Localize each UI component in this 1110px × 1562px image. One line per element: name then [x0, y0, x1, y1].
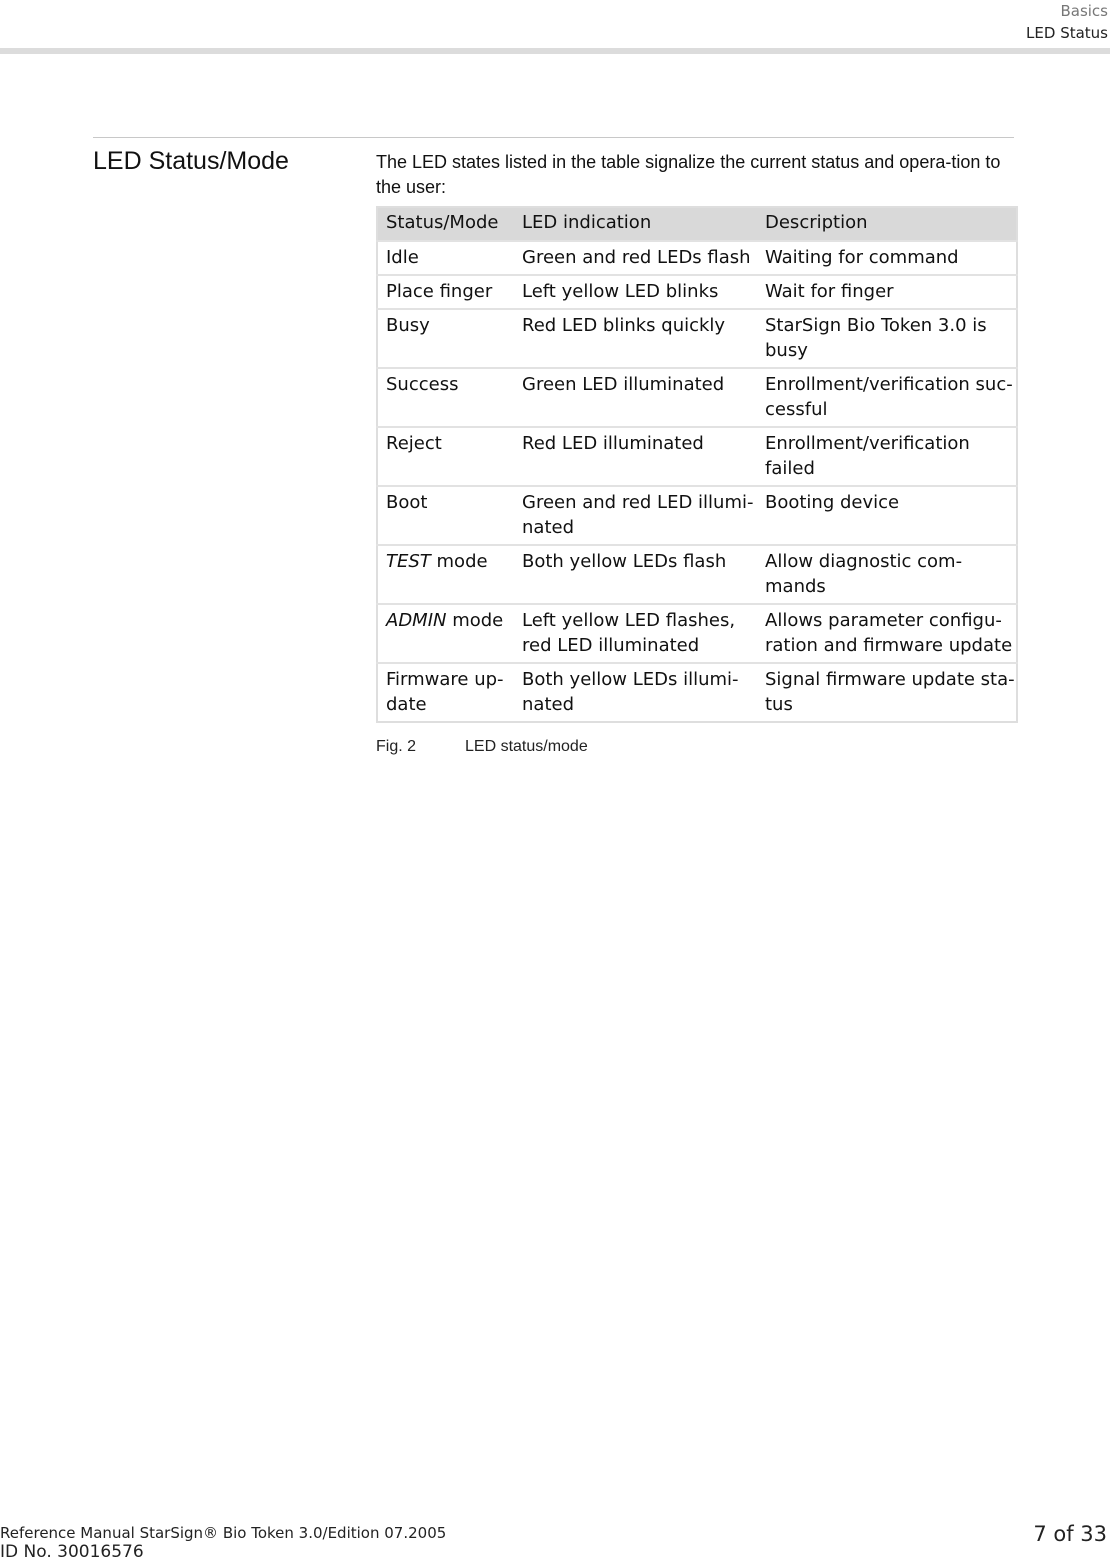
table-row	[377, 663, 1017, 722]
section-divider	[93, 137, 1014, 138]
status-label: Place finger	[386, 281, 493, 302]
header-chapter: Basics	[1060, 2, 1108, 20]
footer-manual-title: Reference Manual StarSign® Bio Token 3.0/Edition 07.2005	[0, 1524, 447, 1542]
description-cell: Waiting for command	[757, 241, 1017, 275]
description-cell: Enrollment/verification suc-cessful	[757, 368, 1017, 427]
status-label: Boot	[386, 492, 428, 513]
status-cell	[377, 241, 514, 275]
indication-cell: Green and red LED illumi-nated	[514, 486, 757, 545]
description-cell: StarSign Bio Token 3.0 is busy	[757, 309, 1017, 368]
table-row	[377, 241, 1017, 275]
status-label: TEST	[386, 551, 431, 572]
led-status-table	[376, 206, 1018, 723]
status-label: Reject	[386, 433, 442, 454]
status-cell	[377, 368, 514, 427]
page-number: 7 of 33	[1033, 1522, 1107, 1546]
status-cell	[377, 486, 514, 545]
indication-cell: Red LED blinks quickly	[514, 309, 757, 368]
table-row	[377, 275, 1017, 309]
table-header-row	[377, 207, 1017, 241]
indication-cell: Both yellow LEDs flash	[514, 545, 757, 604]
section-title: LED Status/Mode	[93, 147, 289, 175]
figure-caption-text: LED status/mode	[465, 738, 588, 755]
status-cell	[377, 604, 514, 663]
status-suffix: mode	[430, 551, 488, 572]
status-cell	[377, 545, 514, 604]
indication-cell: Both yellow LEDs illumi-nated	[522, 669, 739, 715]
description-cell: Wait for finger	[757, 275, 1017, 309]
status-label: Firmware up-date	[386, 669, 504, 715]
indication-cell: Green and red LEDs flash	[514, 241, 757, 275]
indication-cell: Green LED illuminated	[514, 368, 757, 427]
status-cell	[377, 427, 514, 486]
footer-id-number: ID No. 30016576	[0, 1542, 144, 1562]
status-suffix: mode	[446, 610, 504, 631]
status-cell	[377, 309, 514, 368]
status-label: ADMIN	[386, 610, 447, 631]
status-label: Idle	[386, 247, 419, 268]
figure-caption	[376, 738, 588, 756]
footer-info	[0, 1524, 446, 1562]
description-cell: Allow diagnostic com-mands	[757, 545, 1017, 604]
status-label: Busy	[386, 315, 430, 336]
indication-cell: Left yellow LED flashes, red LED illuminated	[514, 604, 757, 663]
table-row	[377, 368, 1017, 427]
description-cell: Signal firmware update sta-tus	[765, 669, 1015, 715]
indication-cell: Red LED illuminated	[514, 427, 757, 486]
status-label: Success	[386, 374, 459, 395]
status-cell	[377, 275, 514, 309]
figure-number: Fig. 2	[376, 738, 417, 755]
column-header-status: Status/Mode	[377, 207, 514, 241]
intro-paragraph: The LED states listed in the table signalize the current status and opera-tion to the user:	[376, 152, 1001, 197]
table-row	[377, 604, 1017, 663]
table-row	[377, 545, 1017, 604]
indication-cell: Left yellow LED blinks	[514, 275, 757, 309]
header-section: LED Status	[1026, 24, 1108, 42]
description-cell: Enrollment/verification failed	[757, 427, 1017, 486]
column-header-indication: LED indication	[514, 207, 757, 241]
description-cell: Allows parameter configu-ration and firmware update	[757, 604, 1017, 663]
status-cell	[377, 663, 514, 722]
column-header-description: Description	[757, 207, 1017, 241]
table-row	[377, 486, 1017, 545]
header-rule	[0, 48, 1110, 54]
description-cell: Booting device	[757, 486, 1017, 545]
table-row	[377, 309, 1017, 368]
running-header	[1026, 0, 1108, 44]
table-row	[377, 427, 1017, 486]
